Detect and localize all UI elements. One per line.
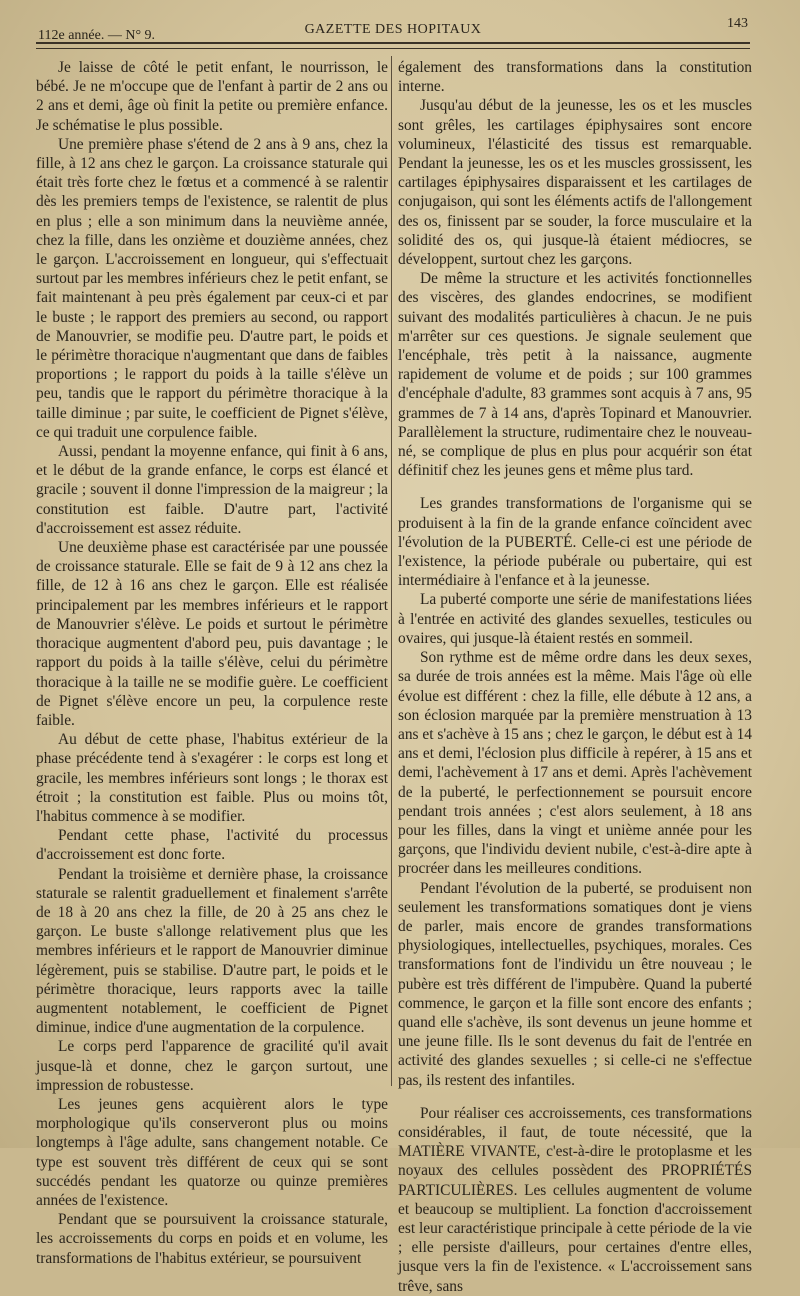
paragraph: Une deuxième phase est caractérisée par une poussée de croissance staturale. Elle se fait de 9 à 12 ans chez la fille, de 12 à 16 ans chez le garçon. Elle est réalisée principalement par les membres inférieurs et le rapport de Manouvrier s'élève. Le poids et surtout le périmètre thoracique augmentent d'abord peu, puis davantage ; le rapport du poids à la taille s'élève, celui du périmètre thoracique à la taille ne se modifie guère. Le coefficient de Pignet s'élève encore un peu, la corpulence reste faible. <box>36 539 388 729</box>
paragraph: également des transformations dans la constitution interne. <box>398 59 752 96</box>
right-column <box>398 58 752 1296</box>
paragraph: La puberté comporte une série de manifestations liées à l'entrée en activité des glandes sexuelles, testicules ou ovaires, qui jusque-là étaient restés en sommeil. <box>398 591 752 647</box>
paragraph: De même la structure et les activités fonctionnelles des viscères, des glandes endocrines, se modifient suivant des modalités particulières à chacun. Je ne puis m'arrêter sur ces questions. Je signale seulement que l'encéphale, très petit à la naissance, augmente rapidement de volume et de poids ; sur 100 grammes d'encéphale d'adulte, 83 grammes sont acquis à 7 ans, 95 grammes de 7 à 14 ans, d'après Topinard et Manouvrier. Parallèlement la structure, rudimentaire chez le nouveau-né, se complique de plus en plus pour acquérir son état définitif chez les jeunes gens et même plus tard. <box>398 270 752 480</box>
paragraph: Au début de cette phase, l'habitus extérieur de la phase précédente tend à s'exagérer : le corps est long et gracile, les membres inférieurs sont longs ; le thorax est étroit ; la constitution est faible. Plus ou moins tôt, l'habitus commence à se modifier. <box>36 731 388 825</box>
paragraph: Les grandes transformations de l'organisme qui se produisent à la fin de la grande enfance coïncident avec l'évolution de la PUBERTÉ. Celle-ci est une période de l'existence, la période pubérale ou pubertaire, qui est intermédiaire à l'enfance et à la jeunesse. <box>398 495 752 590</box>
header-rule <box>36 42 750 49</box>
paragraph: Son rythme est de même ordre dans les deux sexes, sa durée de trois années est la même. Mais l'âge où elle évolue est différent : chez la fille, elle débute à 12 ans, a son éclosion marquée par la première menstruation à 13 ans et s'achève à 15 ans ; chez le garçon, le début est à 14 ans et demi, l'éclosion plus difficile à repérer, à 15 ans et demi, l'achèvement à 17 ans et demi. Après l'achèvement de la puberté, le perfectionnement se poursuit encore pendant trois années ; c'est alors seulement, à 18 ans pour les filles, dans la vingt et unième année pour les garçons, que l'individu devient nubile, c'est-à-dire apte à procréer dans les meilleures conditions. <box>398 649 752 878</box>
issue-info: 112e année. — N° 9. <box>38 28 156 43</box>
paragraph: Pendant que se poursuivent la croissance staturale, les accroissements du corps en poids et en volume, les transformations de l'habitus extérieur, se poursuivent <box>36 1211 388 1267</box>
paragraph: Pendant la troisième et dernière phase, la croissance staturale se ralentit graduellement et finalement s'arrête de 18 à 20 ans chez la fille, de 20 à 25 ans chez le garçon. Le buste s'allonge relativement plus que les membres inférieurs et le rapport de Manouvrier diminue légèrement, puis se stabilise. D'autre part, le poids et le périmètre thoracique, leurs rapports avec la taille augmentent notablement, le coefficient de Pignet diminue, indice d'une augmentation de la corpulence. <box>36 865 388 1037</box>
paragraph: Pour réaliser ces accroissements, ces transformations considérables, il faut, de toute nécessité, que la MATIÈRE VIVANTE, c'est-à-dire le protoplasme et les noyaux des cellules possèdent des PROPRIÉTÉS PARTICULIÈRES. Les cellules augmentent de volume et beaucoup se multiplient. La fonction d'accroissement est leur caractéristique principale à cette période de la vie ; elle persiste d'ailleurs, pour certaines d'entre elles, jusque vers la fin de l'existence. « L'accroissement sans trêve, sans <box>398 1104 752 1295</box>
paragraph: Une première phase s'étend de 2 ans à 9 ans, chez la fille, à 12 ans chez le garçon. La croissance staturale qui était très forte chez le fœtus et a commencé à se ralentir dès les premiers temps de l'existence, se ralentit de plus en plus ; elle a son minimum dans la neuvième année, chez la fille, dans les onzième et douzième années, chez le garçon. L'accroissement en longueur, qui s'effectuait surtout par les membres inférieurs chez le petit enfant, se fait maintenant à peu près également par ceux-ci et par le buste ; le rapport des premiers au second, ou rapport de Manouvrier, se modifie peu. D'autre part, le poids et le périmètre thoracique n'augmentant que dans de faibles proportions ; le rapport du poids à la taille s'élève un peu, tandis que le rapport du périmètre thoracique à la taille diminue ; par suite, le coefficient de Pignet s'élève, ce qui traduit une corpulence faible. <box>36 135 388 441</box>
page-header <box>38 16 748 42</box>
paragraph: Les jeunes gens acquièrent alors le type morphologique qu'ils conserveront plus ou moins longtemps à l'âge adulte, sans changement notable. Ce type est souvent très différent de ceux qui se sont succédés pendant les quatorze ou quinze premières années de l'existence. <box>36 1095 388 1209</box>
column-divider <box>391 56 392 1086</box>
paragraph: Pendant cette phase, l'activité du processus d'accroissement est donc forte. <box>36 827 388 864</box>
paragraph: Je laisse de côté le petit enfant, le nourrisson, le bébé. Je ne m'occupe que de l'enfant à partir de 2 ans ou 2 ans et demi, âge où finit la petite ou première enfance. Je schématise le plus possible. <box>36 59 388 134</box>
paragraph: Pendant l'évolution de la puberté, se produisent non seulement les transformations somatiques dont je viens de parler, mais encore de grandes transformations physiologiques, intellectuelles, psychiques, morales. Ces transformations font de l'individu un être nouveau ; le pubère est très différent de l'impubère. Quand la puberté commence, le garçon et la fille sont encore des enfants ; quand elle s'achève, ils sont devenus un jeune homme et une jeune fille. Ils le sont devenus du fait de l'entrée en activité des glandes sexuelles ; si celle-ci ne s'effectue pas, ils restent des infantiles. <box>398 879 752 1089</box>
paragraph: Jusqu'au début de la jeunesse, les os et les muscles sont grêles, les cartilages épiphysaires sont encore volumineux, l'élasticité des tissus est remarquable. Pendant la jeunesse, les os et les muscles grossissent, les cartilages épiphysaires disparaissent et les cartilages de conjugaison, qui sont les éléments actifs de l'allongement des os, finissent par se souder, la force musculaire et la solidité des os, qui jusque-là étaient médiocres, se développent, surtout chez les garçons. <box>398 97 752 269</box>
page-number: 143 <box>727 16 748 31</box>
paragraph: Aussi, pendant la moyenne enfance, qui finit à 6 ans, et le début de la grande enfance, le corps est élancé et gracile ; souvent il donne l'impression de la maigreur ; la constitution est faible. D'autre part, l'activité d'accroissement est assez réduite. <box>36 443 388 537</box>
journal-title: GAZETTE DES HOPITAUX <box>304 22 482 37</box>
left-column <box>36 58 388 1268</box>
paragraph: Le corps perd l'apparence de gracilité qu'il avait jusque-là et donne, chez le garçon surtout, une impression de robustesse. <box>36 1038 388 1094</box>
